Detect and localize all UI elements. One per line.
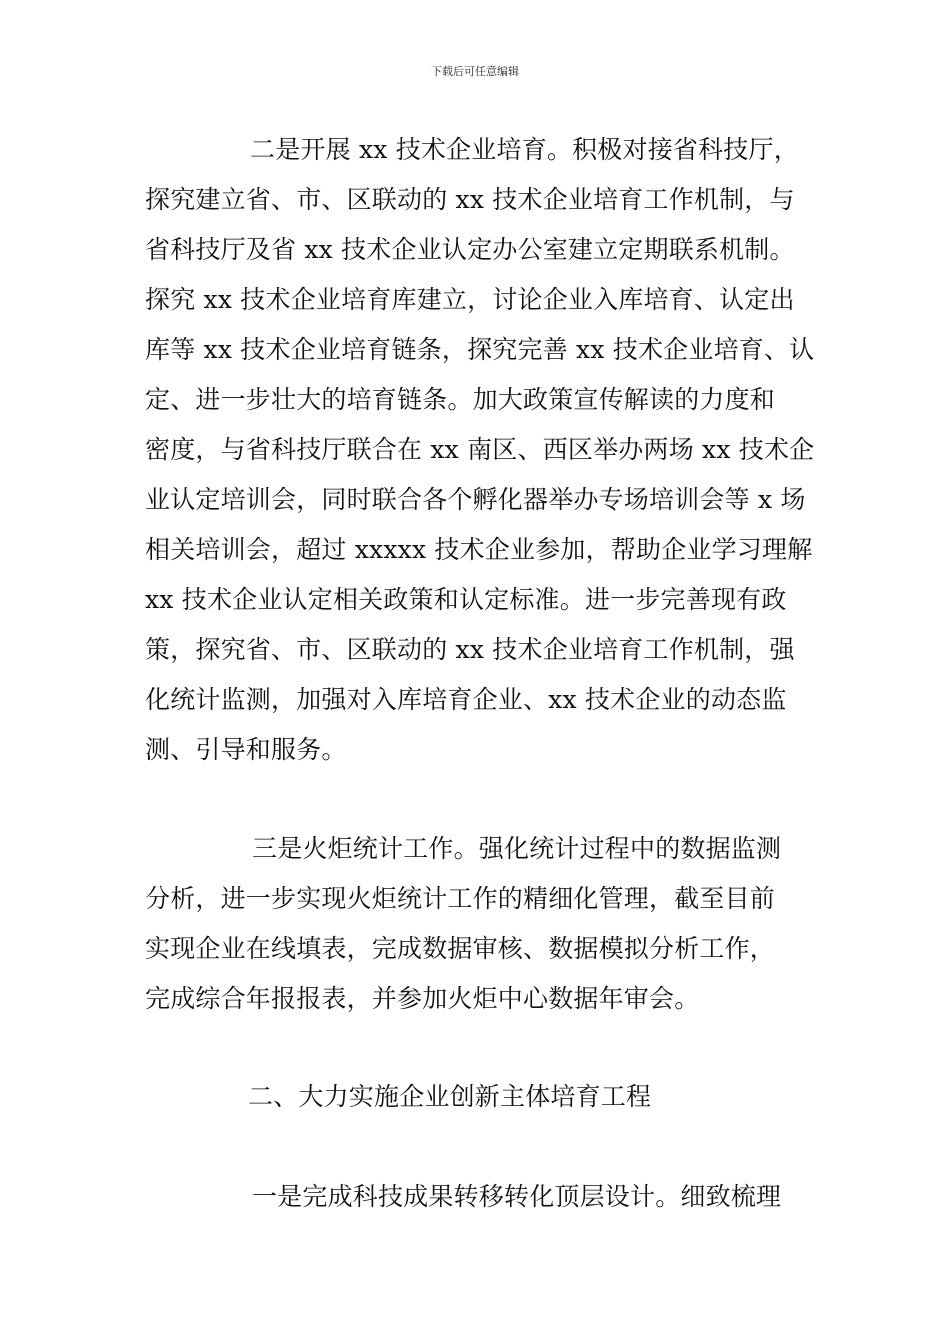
paragraph-1-line-12: 化统计监测，加强对入库培育企业、xx 技术企业的动态监 [145, 685, 787, 714]
section-heading: 二、大力实施企业创新主体培育工程 [248, 1082, 652, 1111]
paragraph-1-line-8: 业认定培训会，同时联合各个孵化器举办专场培训会等 x 场 [145, 485, 806, 514]
page-header: 下载后可任意编辑 [431, 65, 519, 78]
paragraph-1-line-4: 探究 xx 技术企业培育库建立，讨论企业入库培育、认定出 [145, 285, 795, 314]
paragraph-1-line-6: 定、进一步壮大的培育链条。加大政策宣传解读的力度和 [145, 385, 776, 414]
paragraph-2-line-1: 三是火炬统计工作。强化统计过程中的数据监测 [252, 834, 782, 863]
paragraph-1-line-7: 密度，与省科技厅联合在 xx 南区、西区举办两场 xx 技术企 [145, 435, 815, 464]
paragraph-2-line-2: 分析，进一步实现火炬统计工作的精细化管理，截至目前 [145, 884, 776, 913]
paragraph-1-line-3: 省科技厅及省 xx 技术企业认定办公室建立定期联系机制。 [145, 235, 795, 264]
paragraph-1-line-10: xx 技术企业认定相关政策和认定标准。进一步完善现有政 [145, 585, 787, 614]
paragraph-1-line-5: 库等 xx 技术企业培育链条，探究完善 xx 技术企业培育、认 [145, 335, 815, 364]
paragraph-1-line-2: 探究建立省、市、区联动的 xx 技术企业培育工作机制，与 [145, 185, 795, 214]
paragraph-1-line-9: 相关培训会，超过 xxxxx 技术企业参加，帮助企业学习理解 [145, 535, 813, 564]
paragraph-2-line-4: 完成综合年报报表，并参加火炬中心数据年审会。 [145, 984, 700, 1013]
paragraph-1-line-13: 测、引导和服务。 [145, 735, 347, 764]
paragraph-2-line-3: 实现企业在线填表，完成数据审核、数据模拟分析工作， [145, 934, 776, 963]
paragraph-1-line-1: 二是开展 xx 技术企业培育。积极对接省科技厅， [250, 135, 799, 164]
paragraph-3-line-1: 一是完成科技成果转移转化顶层设计。细致梳理 [252, 1182, 782, 1211]
paragraph-1-line-11: 策，探究省、市、区联动的 xx 技术企业培育工作机制，强 [145, 635, 795, 664]
